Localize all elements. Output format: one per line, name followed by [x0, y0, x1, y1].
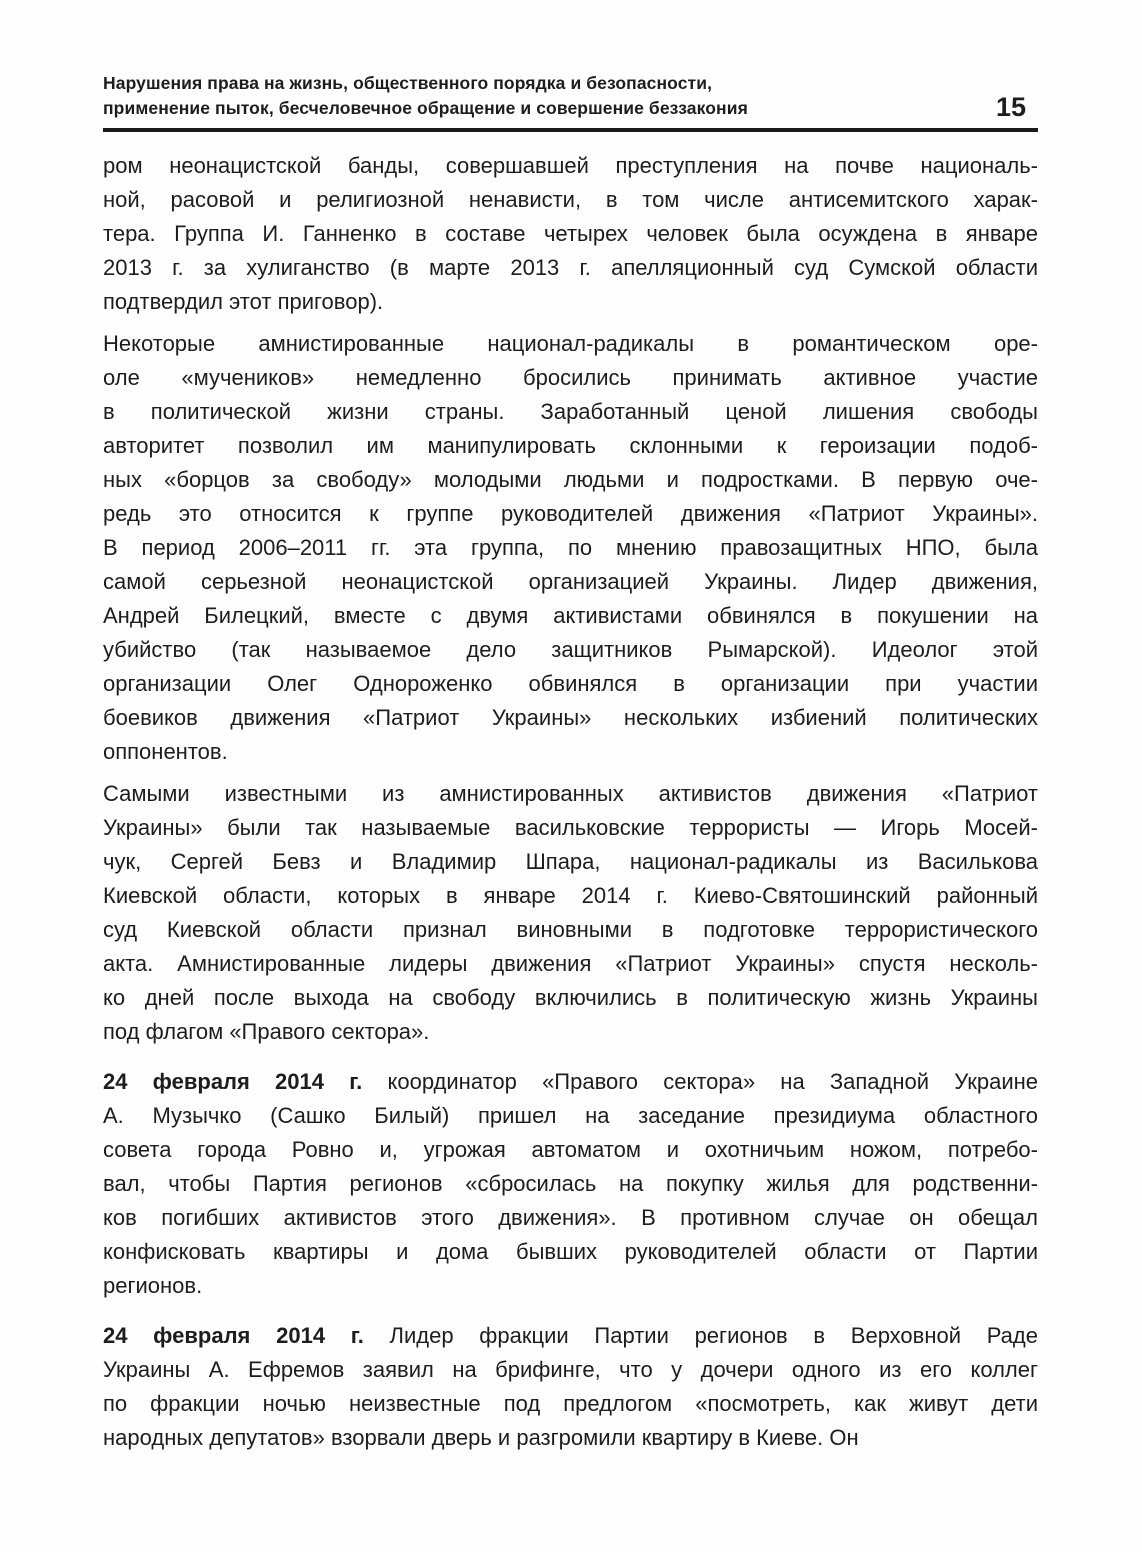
- text-line: 24 февраля 2014 г. координатор «Правого сектора» на Западной Украине: [103, 1069, 1039, 1094]
- text-line: Самыми известными из амнистированных активистов движения «Патриот: [103, 781, 1038, 806]
- text-line: совета города Ровно и, угрожая автоматом и охотничьим ножом, потребо-: [103, 1137, 1038, 1162]
- text-line: конфисковать квартиры и дома бывших руководителей области от Партии: [103, 1239, 1038, 1264]
- text-line: регионов.: [103, 1273, 203, 1298]
- page-number: 15: [995, 92, 1026, 122]
- paragraph: [103, 1319, 1038, 1455]
- text-line: народных депутатов» взорвали дверь и разгромили квартиру в Киеве. Он: [103, 1425, 859, 1450]
- text-line: самой серьезной неонацистской организацией Украины. Лидер движения,: [103, 569, 1038, 594]
- text-line: оппонентов.: [103, 739, 228, 764]
- text-line: А. Музычко (Сашко Билый) пришел на заседание президиума областного: [103, 1103, 1038, 1128]
- text-line: Киевской области, которых в январе 2014 г. Киево-Святошинский районный: [103, 883, 1038, 908]
- running-header: [103, 71, 1038, 128]
- date-emphasis: 24 февраля 2014 г.: [103, 1069, 363, 1094]
- text-line: тера. Группа И. Ганненко в составе четырех человек была осуждена в январе: [103, 221, 1038, 246]
- paragraph: [103, 777, 1038, 1049]
- text-line: 24 февраля 2014 г. Лидер фракции Партии регионов в Верховной Раде: [103, 1323, 1038, 1348]
- text-line: чук, Сергей Бевз и Владимир Шпара, национал-радикалы из Василькова: [103, 849, 1038, 874]
- paragraph: [103, 1065, 1038, 1303]
- text-line: подтвердил этот приговор).: [103, 289, 384, 314]
- text-line: по фракции ночью неизвестные под предлогом «посмотреть, как живут дети: [103, 1391, 1038, 1416]
- header-title: [103, 71, 748, 121]
- text-line: организации Олег Однороженко обвинялся в организации при участии: [103, 671, 1038, 696]
- text-line: под флагом «Правого сектора».: [103, 1019, 430, 1044]
- paragraph: [103, 327, 1038, 769]
- text-line: ко дней после выхода на свободу включились в политическую жизнь Украины: [103, 985, 1038, 1010]
- header-title-line1: Нарушения права на жизнь, общественного порядка и безопасности,: [103, 73, 713, 93]
- text-line: ной, расовой и религиозной ненависти, в том числе антисемитского харак-: [103, 187, 1038, 212]
- text-line: Андрей Билецкий, вместе с двумя активистами обвинялся в покушении на: [103, 603, 1038, 628]
- text-line: Украины» были так называемые васильковские террористы — Игорь Мосей-: [103, 815, 1038, 840]
- text-line: оле «мучеников» немедленно бросились принимать активное участие: [103, 365, 1038, 390]
- text-line: авторитет позволил им манипулировать склонными к героизации подоб-: [103, 433, 1038, 458]
- text-line: вал, чтобы Партия регионов «сбросилась на покупку жилья для родственни-: [103, 1171, 1038, 1196]
- date-emphasis: 24 февраля 2014 г.: [103, 1323, 364, 1348]
- text-line: убийство (так называемое дело защитников Рымарской). Идеолог этой: [103, 637, 1038, 662]
- text-line: Украины А. Ефремов заявил на брифинге, что у дочери одного из его коллег: [103, 1357, 1038, 1382]
- text-line: суд Киевской области признал виновными в подготовке террористического: [103, 917, 1038, 942]
- text-line: в политической жизни страны. Заработанный ценой лишения свободы: [103, 399, 1038, 424]
- page-body: [103, 149, 1038, 1455]
- text-line: В период 2006–2011 гг. эта группа, по мнению правозащитных НПО, была: [103, 535, 1038, 560]
- header-rule: [103, 128, 1038, 132]
- text-line: 2013 г. за хулиганство (в марте 2013 г. апелляционный суд Сумской области: [103, 255, 1038, 280]
- paragraph: [103, 149, 1038, 319]
- text-line: акта. Амнистированные лидеры движения «Патриот Украины» спустя несколь-: [103, 951, 1038, 976]
- text-line: ром неонацистской банды, совершавшей преступления на почве националь-: [103, 153, 1038, 178]
- text-line: ков погибших активистов этого движения». В противном случае он обещал: [103, 1205, 1038, 1230]
- text-line: Некоторые амнистированные национал-радикалы в романтическом оре-: [103, 331, 1038, 356]
- text-line: боевиков движения «Патриот Украины» нескольких избиений политических: [103, 705, 1038, 730]
- header-title-line2: применение пыток, бесчеловечное обращение и совершение беззакония: [103, 98, 748, 118]
- text-line: редь это относится к группе руководителей движения «Патриот Украины».: [103, 501, 1038, 526]
- text-line: ных «борцов за свободу» молодыми людьми и подростками. В первую оче-: [103, 467, 1038, 492]
